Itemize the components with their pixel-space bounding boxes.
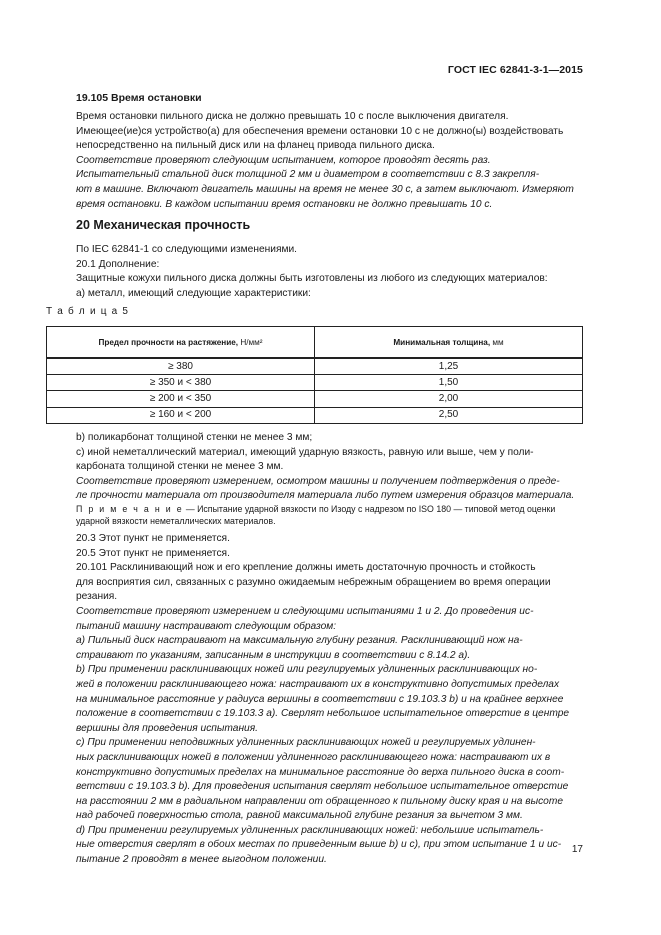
note-text: — Испытание ударной вязкости по Изоду с надрезом по ISO 180 — типовой метод оценки [183, 504, 556, 514]
table-5 [46, 326, 583, 424]
materials-list-continued [76, 431, 583, 504]
text-line: над рабочей поверхностью стола, равной максимальной глубине резания за вычетом 3 мм. [76, 810, 523, 822]
text-line: пытаний машину настраивают следующим образом: [76, 620, 337, 632]
text-line: страивают по указаниям, записанным в инструкции в соответствии с 8.14.2 а). [76, 649, 471, 661]
table-cell-thickness: 1,25 [315, 358, 583, 375]
text-line: ют в машине. Включают двигатель машины на время не менее 30 с, а затем выключают. Измеряют [76, 183, 574, 195]
table-caption: Т а б л и ц а 5 [46, 306, 130, 317]
column-header-strength: Предел прочности на растяжение, Н/мм² [47, 327, 315, 359]
text-line: 20.5 Этот пункт не применяется. [76, 547, 230, 559]
table-cell-strength: ≥ 350 и < 380 [47, 375, 315, 391]
text-line: пытание 2 проводят в менее выгодном положении. [76, 854, 327, 866]
text-line: вершины для проведения испытания. [76, 722, 258, 734]
text-line: для восприятия сил, связанных с разумно ожидаемым небрежным обращением во время операции [76, 576, 551, 588]
text-line: Испытательный стальной диск толщиной 2 мм и диаметром в соответствии с 8.3 закрепля- [76, 169, 540, 181]
text-line: карбоната толщиной стенки не менее 3 мм. [76, 461, 284, 473]
table-row [47, 375, 583, 391]
section-19-105-heading: 19.105 Время остановки [76, 92, 202, 104]
table-cell-strength: ≥ 380 [47, 358, 315, 375]
text-line: резания. [76, 591, 118, 603]
note-label: П р и м е ч а н и е [76, 504, 184, 514]
text-line: непосредственно на пильный диск или на фланец привода пильного диска. [76, 140, 435, 152]
text-line: По IEC 62841-1 со следующими изменениями. [76, 244, 297, 255]
table-cell-strength: ≥ 200 и < 350 [47, 391, 315, 407]
text-line: c) иной неметаллический материал, имеющий ударную вязкость, равную или выше, чем у поли- [76, 446, 534, 458]
table-cell-strength: ≥ 160 и < 200 [47, 407, 315, 423]
text-line: Соответствие проверяют следующим испытанием, которое проводят десять раз. [76, 154, 491, 166]
text-line: Соответствие проверяют измерением, осмотром машины и получением подтверждения о преде- [76, 475, 560, 487]
note-text-continued: ударной вязкости неметаллических материалов. [76, 516, 276, 526]
section-19-105-body [76, 110, 583, 212]
text-line: время остановки. В каждом испытании время остановки не должно превышать 10 с. [76, 198, 493, 210]
table-cell-thickness: 2,00 [315, 391, 583, 407]
section-20-heading: 20 Механическая прочность [76, 218, 251, 232]
text-line: ветствии с 19.103.3 b). Для проведения испытания сверлят небольшое испытательное отверстие [76, 781, 569, 793]
text-line: Защитные кожухи пильного диска должны быть изготовлены из любого из следующих материалов: [76, 273, 548, 285]
text-line: Соответствие проверяют измерением и следующими испытаниями 1 и 2. До проведения ис- [76, 605, 534, 617]
table-row [47, 358, 583, 375]
text-line: ные отверстия сверлят в обоих местах по приведенным выше b) и c), при этом испытание 1 и ис- [76, 839, 562, 851]
page-number: 17 [571, 844, 583, 855]
text-line: d) При применении регулируемых удлиненных расклинивающих ножей: небольшие испытатель- [76, 824, 544, 836]
table-row [47, 391, 583, 407]
text-line: ных расклинивающих ножей в положении удлиненного расклинивающего ножа: настраивают их в [76, 751, 551, 763]
text-line: 20.3 Этот пункт не применяется. [76, 533, 230, 544]
text-line: 20.101 Расклинивающий нож и его крепление должны иметь достаточную прочность и стойкость [76, 562, 536, 574]
text-line: c) При применении неподвижных удлиненных расклинивающих ножей и регулируемых удлинен- [76, 737, 536, 749]
text-line: на минимальное расстояние у радиуса вершины в соответствии с 19.103.3 b) и на крайнее верхнее [76, 693, 564, 705]
text-line: 20.1 Дополнение: [76, 258, 160, 270]
text-line: жей в положении расклинивающего ножа: настраивают их в конструктивно допустимых пределах [76, 678, 560, 690]
text-line: а) Пильный диск настраивают на максимальную глубину резания. Расклинивающий нож на- [76, 635, 523, 647]
text-line: конструктивно допустимых пределах на минимальное расстояние до верха пильного диска в соот- [76, 766, 565, 778]
table-cell-thickness: 1,50 [315, 375, 583, 391]
text-line: на расстоянии 2 мм в радиальном направлении от обращенного к пильному диску края и на высоте [76, 795, 563, 807]
text-line: Имеющее(ие)ся устройство(а) для обеспечения времени остановки 10 с не должно(ы) воздействовать [76, 125, 564, 137]
column-header-thickness: Минимальная толщина, мм [315, 327, 583, 359]
standard-designation: ГОСТ IEC 62841-3-1—2015 [447, 64, 583, 76]
text-line: b) При применении расклинивающих ножей или регулируемых удлиненных расклинивающих но- [76, 664, 538, 676]
note-block [76, 503, 583, 527]
table-row [47, 407, 583, 423]
table-header-row [47, 327, 583, 359]
text-line: b) поликарбонат толщиной стенки не менее 3 мм; [76, 432, 313, 443]
table-cell-thickness: 2,50 [315, 407, 583, 423]
section-20-continued [76, 532, 583, 868]
text-line: Время остановки пильного диска не должно превышать 10 с после выключения двигателя. [76, 111, 509, 122]
section-20-intro [76, 243, 583, 301]
text-line: положение в соответствии с 19.103.3 а). Сверлят небольшое испытательное отверстие в центре [76, 708, 570, 720]
text-line: ле прочности материала от производителя материала либо путем измерения образцов материала. [76, 490, 575, 502]
text-line: а) металл, имеющий следующие характеристики: [76, 287, 311, 299]
